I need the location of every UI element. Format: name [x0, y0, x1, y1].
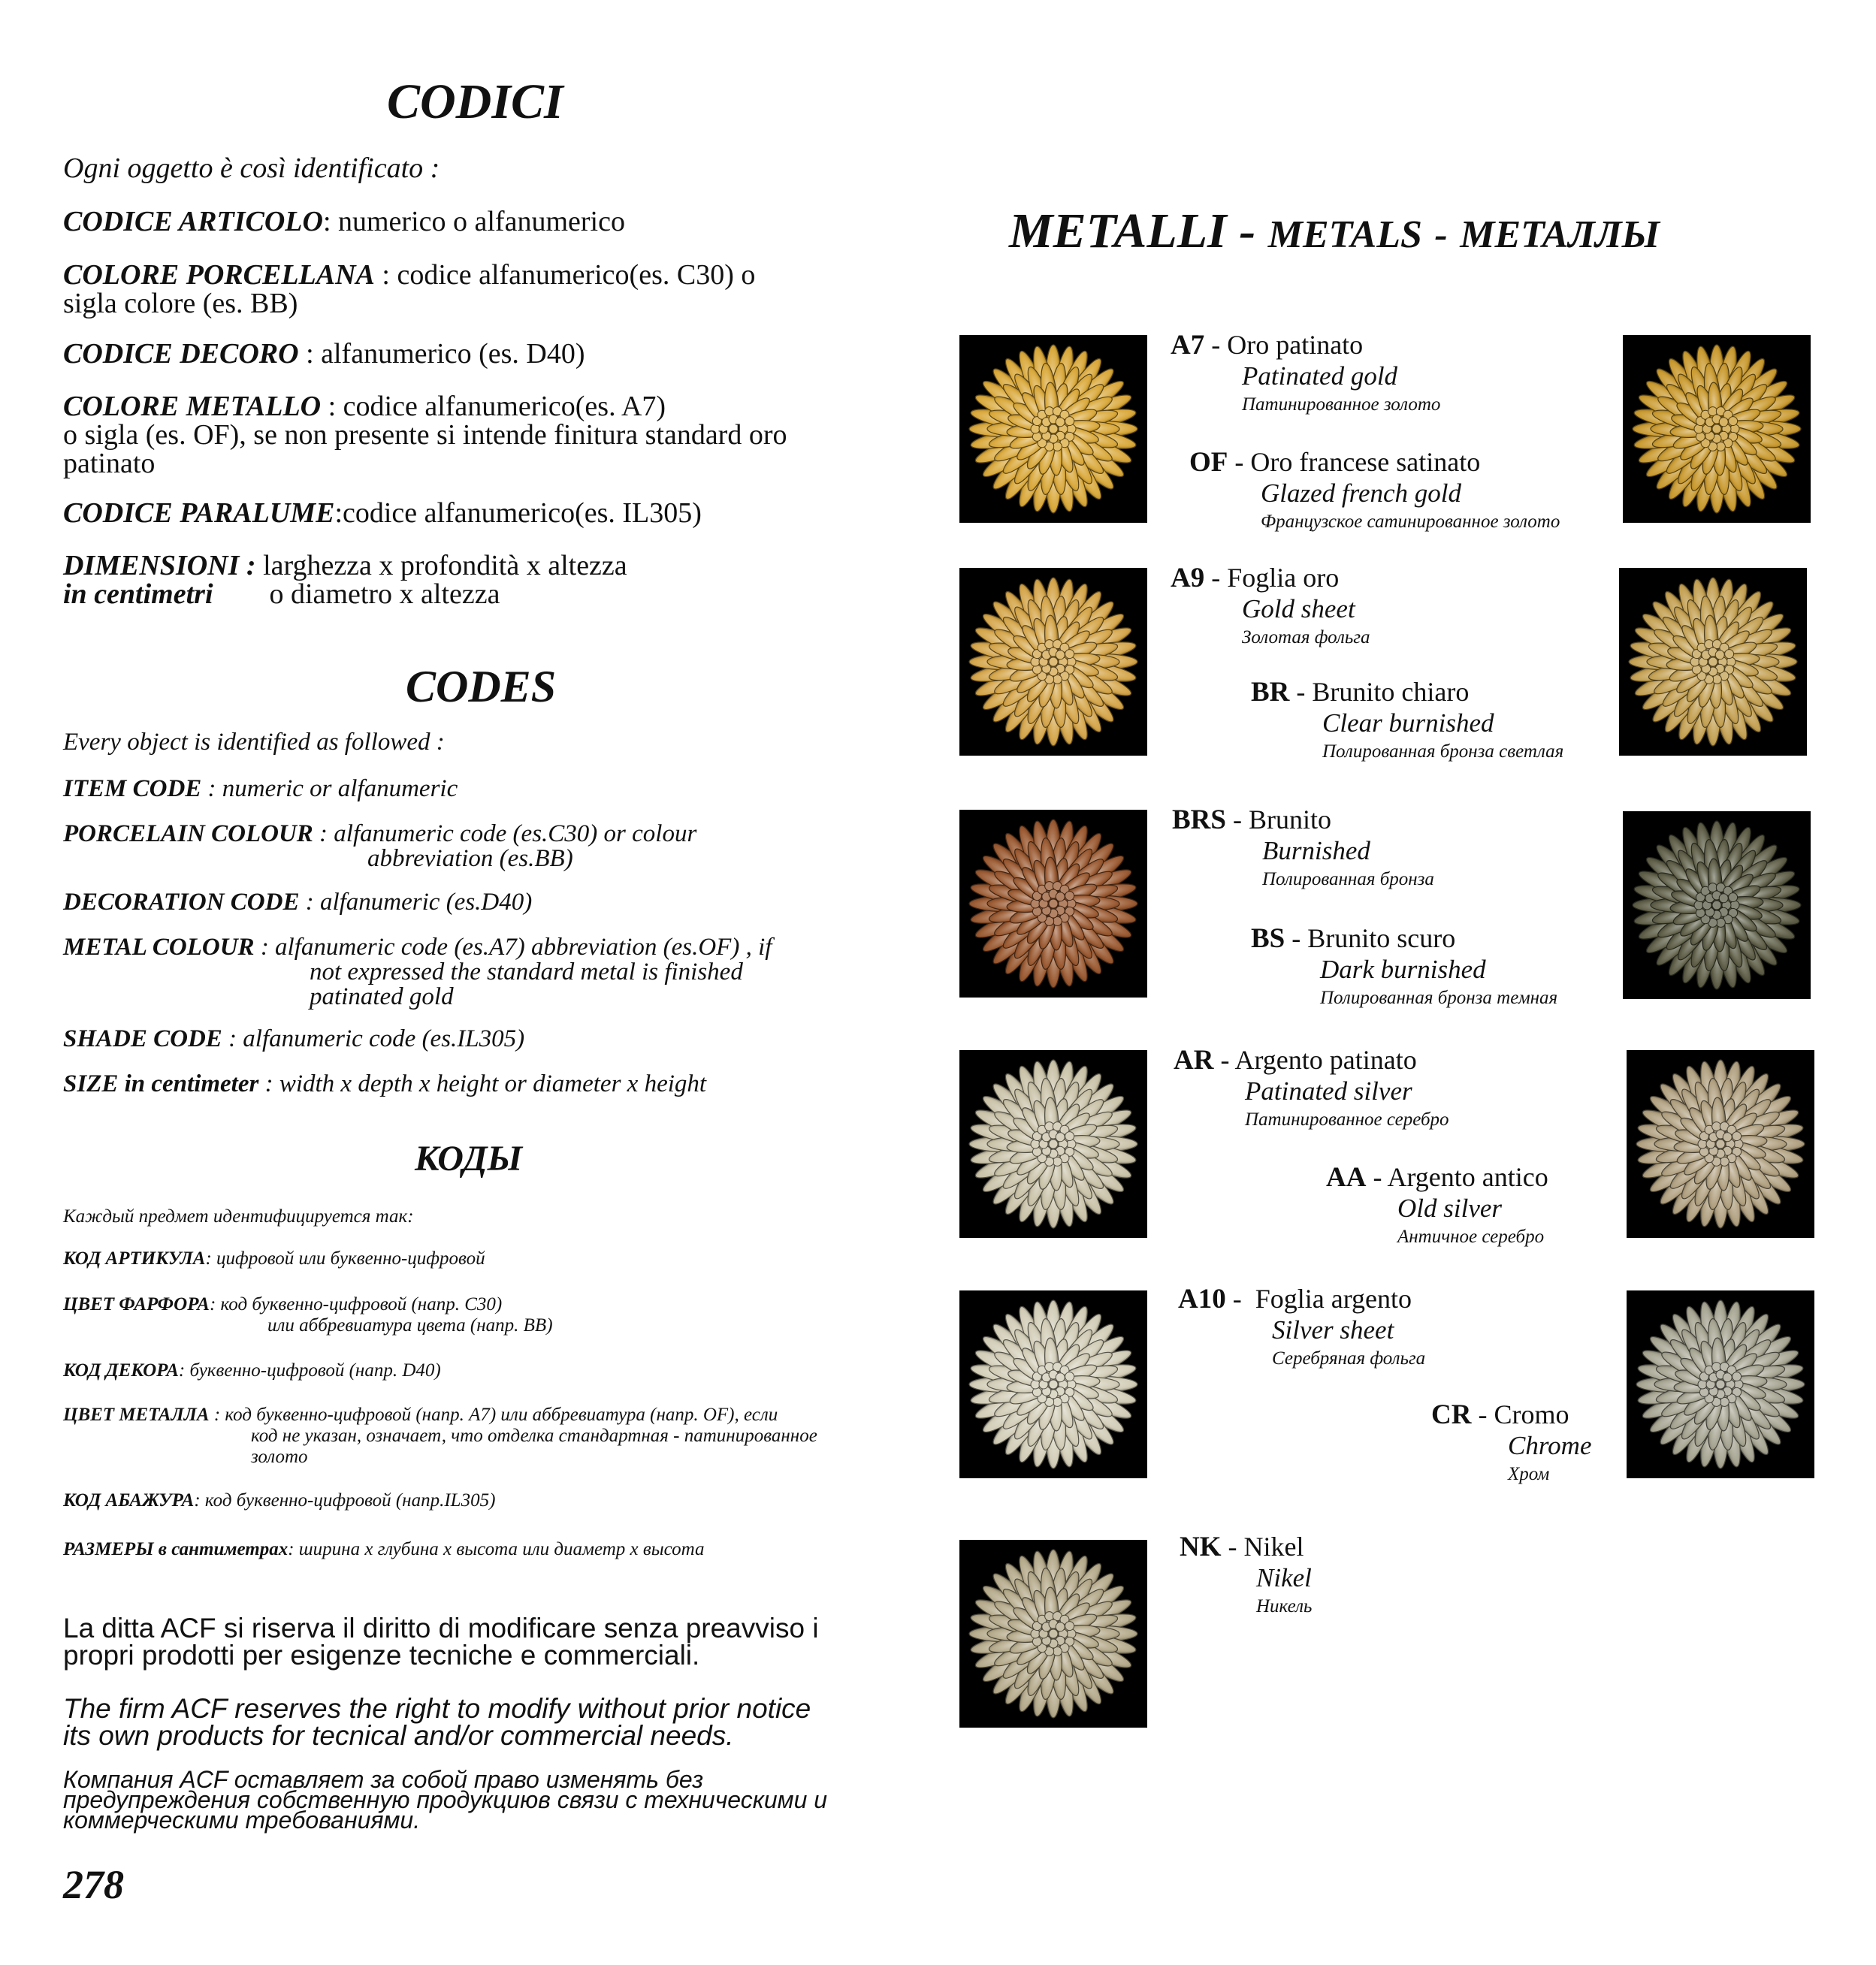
- metal-a9: A9 - Foglia oro Gold sheet Золотая фольга: [1171, 563, 1370, 647]
- flower-medallion-icon: [959, 568, 1147, 756]
- codes-item-decoration: DECORATION CODE : alfanumeric (es.D40): [63, 889, 533, 916]
- flower-medallion-icon: [959, 1290, 1147, 1478]
- codes-item-shade: SHADE CODE : alfanumeric code (es.IL305): [63, 1025, 525, 1052]
- metal-ar: AR - Argento patinato Patinated silver Патинированное серебро: [1174, 1045, 1449, 1130]
- codici-item-porcelain: COLORE PORCELLANA : codice alfanumerico(es. C30) o sigla colore (es. BB): [63, 259, 756, 319]
- codes-item-item: ITEM CODE : numeric or alfanumeric: [63, 775, 458, 802]
- flower-medallion-icon: [959, 1540, 1147, 1728]
- flower-medallion-icon: [959, 335, 1147, 523]
- metal-swatch-nk: [959, 1540, 1147, 1728]
- metal-swatch-brs: [959, 810, 1147, 998]
- flower-medallion-icon: [1623, 811, 1811, 999]
- metal-swatch-aa: [1627, 1050, 1814, 1238]
- flower-medallion-icon: [1623, 335, 1811, 523]
- codici-item-dimensioni: DIMENSIONI : larghezza x profondità x altezza in centimetri o diametro x altezza: [63, 550, 627, 610]
- kody-item-shade: КОД АБАЖУРА: код буквенно-цифровой (напр.IL305): [63, 1490, 496, 1511]
- codici-title: CODICI: [387, 74, 563, 129]
- kody-item-porcelain: ЦВЕТ ФАРФОРА: код буквенно-цифровой (напр. С30) или аббревиатура цвета (напр. ВВ): [63, 1294, 553, 1336]
- codes-item-porcelain: PORCELAIN COLOUR : alfanumeric code (es.C30) or colour abbreviation (es.BB): [63, 820, 697, 872]
- metal-bs: BS - Brunito scuro Dark burnished Полированная бронза темная: [1251, 923, 1558, 1008]
- metals-title: METALLI - METALS - МЕТАЛЛЫ: [1009, 204, 1660, 258]
- kody-intro: Каждый предмет идентифицируется так:: [63, 1206, 414, 1227]
- codes-item-size: SIZE in centimeter : width x depth x height or diameter x height: [63, 1070, 707, 1097]
- codici-intro: Ogni oggetto è così identificato :: [63, 152, 440, 184]
- metal-a7: A7 - Oro patinato Patinated gold Патинированное золото: [1171, 330, 1441, 415]
- metal-brs: BRS - Brunito Burnished Полированная бронза: [1172, 804, 1434, 889]
- kody-item-size: РАЗМЕРЫ в сантиметрах: ширина х глубина х высота или диаметр х высота: [63, 1539, 705, 1559]
- codici-item-article: CODICE ARTICOLO: numerico o alfanumerico: [63, 206, 625, 237]
- metal-swatch-br: [1619, 568, 1807, 756]
- codici-item-decoro: CODICE DECORO : alfanumerico (es. D40): [63, 338, 585, 370]
- metal-swatch-a7: [959, 335, 1147, 523]
- metal-swatch-bs: [1623, 811, 1811, 999]
- metal-swatch-of: [1623, 335, 1811, 523]
- kody-title: КОДЫ: [415, 1139, 523, 1179]
- codes-item-metal: METAL COLOUR : alfanumeric code (es.A7) abbreviation (es.OF) , if not expressed the standard metal is finished patinated gold: [63, 934, 772, 1010]
- metal-aa: AA - Argento antico Old silver Античное серебро: [1326, 1162, 1548, 1247]
- metal-swatch-ar: [959, 1050, 1147, 1238]
- codes-title: CODES: [406, 662, 557, 711]
- page-number: 278: [63, 1862, 124, 1907]
- metal-swatch-cr: [1627, 1290, 1814, 1478]
- flower-medallion-icon: [1627, 1050, 1814, 1238]
- codici-item-metallo: COLORE METALLO : codice alfanumerico(es. A7) o sigla (es. OF), se non presente si intende finitura standard oro patinato: [63, 391, 787, 479]
- flower-medallion-icon: [959, 1050, 1147, 1238]
- flower-medallion-icon: [1619, 568, 1807, 756]
- codici-item-paralume: CODICE PARALUME:codice alfanumerico(es. IL305): [63, 497, 702, 529]
- metal-swatch-a9: [959, 568, 1147, 756]
- flower-medallion-icon: [959, 810, 1147, 998]
- metal-cr: CR - Cromo Chrome Хром: [1431, 1399, 1592, 1484]
- metal-br: BR - Brunito chiaro Clear burnished Полированная бронза светлая: [1251, 677, 1564, 762]
- notice-en: The firm ACF reserves the right to modify without prior notice its own products for tecnical and/or commercial needs.: [63, 1693, 811, 1751]
- notice-ru: Компания ACF оставляет за собой право изменять без предупреждения собственную продукциюв связи с техническими и коммерческими требованиями.: [63, 1766, 828, 1834]
- metal-of: OF - Oro francese satinato Glazed french gold Французское сатинированное золото: [1189, 447, 1560, 532]
- metal-a10: A10 - Foglia argento Silver sheet Серебряная фольга: [1178, 1284, 1426, 1369]
- flower-medallion-icon: [1627, 1290, 1814, 1478]
- metal-swatch-a10: [959, 1290, 1147, 1478]
- kody-item-decor: КОД ДЕКОРА: буквенно-цифровой (напр. D40): [63, 1360, 441, 1381]
- kody-item-article: КОД АРТИКУЛА: цифровой или буквенно-цифровой: [63, 1248, 485, 1269]
- kody-item-metal: ЦВЕТ МЕТАЛЛА : код буквенно-цифровой (напр. А7) или аббревиатура (напр. OF), если код не указан, означает, что отделка стандартная - патинированное золото: [63, 1405, 817, 1467]
- notice-it: La ditta ACF si riserva il diritto di modificare senza preavviso i propri prodotti per esigenze tecniche e commerciali.: [63, 1613, 819, 1671]
- codes-intro: Every object is identified as followed :: [63, 729, 445, 756]
- metal-nk: NK - Nikel Nikel Никель: [1180, 1532, 1313, 1616]
